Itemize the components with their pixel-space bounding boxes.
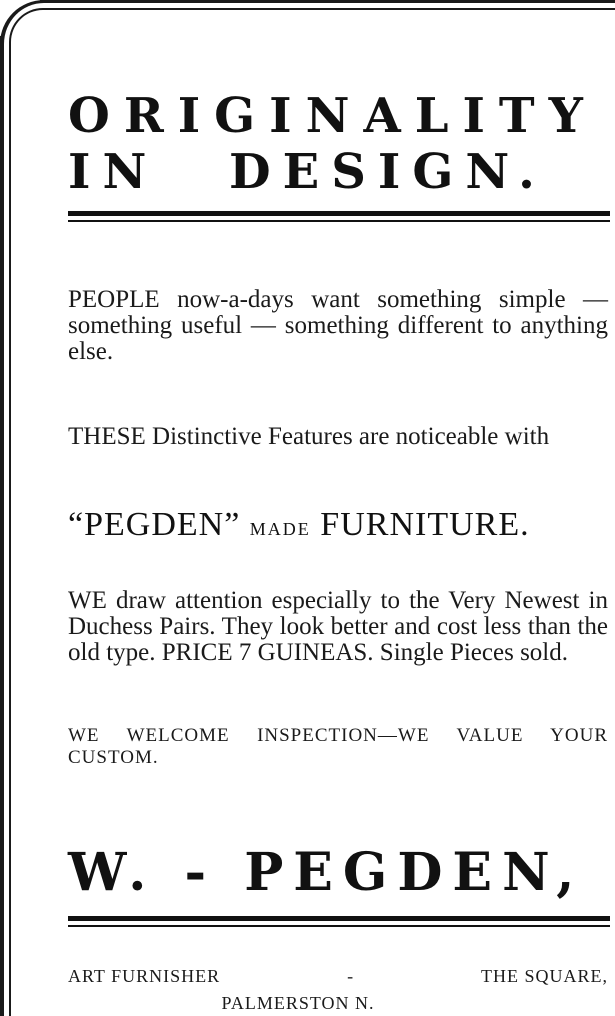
headline-rule-thick	[68, 211, 610, 216]
intro-paragraph: PEOPLE now-a-days want something simple — something useful — something different to anything else.	[68, 286, 608, 365]
border-left-inner	[9, 44, 11, 1016]
town-label: PALMERSTON N.	[221, 993, 375, 1013]
offer-paragraph: WE draw attention especially to the Very Newest in Duchess Pairs. They look better and cost less than the old type. PRICE 7 GUINEAS. Single Pieces sold.	[68, 587, 608, 666]
company-name: W. - PEGDEN,	[68, 842, 585, 903]
border-left-outer	[0, 36, 4, 1016]
made-label: MADE	[249, 519, 311, 539]
trade-label: ART FURNISHER	[68, 966, 221, 986]
border-top-outer	[40, 0, 615, 3]
inspection-notice: WE WELCOME INSPECTION—WE VALUE YOUR CUSTOM.	[68, 725, 608, 768]
product-subheading	[68, 506, 613, 544]
company-rule-thick	[68, 916, 610, 921]
company-rule-thin	[68, 925, 610, 927]
company-address	[68, 966, 608, 1014]
headline-rule-thin	[68, 220, 610, 222]
address-separator: -	[347, 966, 355, 986]
headline-line-2: IN DESIGN.	[68, 144, 547, 200]
product-name: FURNITURE.	[320, 506, 530, 543]
headline-line-1: ORIGINALITY	[68, 88, 597, 144]
street-label: THE SQUARE,	[481, 966, 608, 986]
border-top-inner	[44, 8, 615, 10]
brand-name: “PEGDEN”	[68, 506, 241, 543]
features-paragraph: THESE Distinctive Features are noticeable with	[68, 423, 550, 450]
